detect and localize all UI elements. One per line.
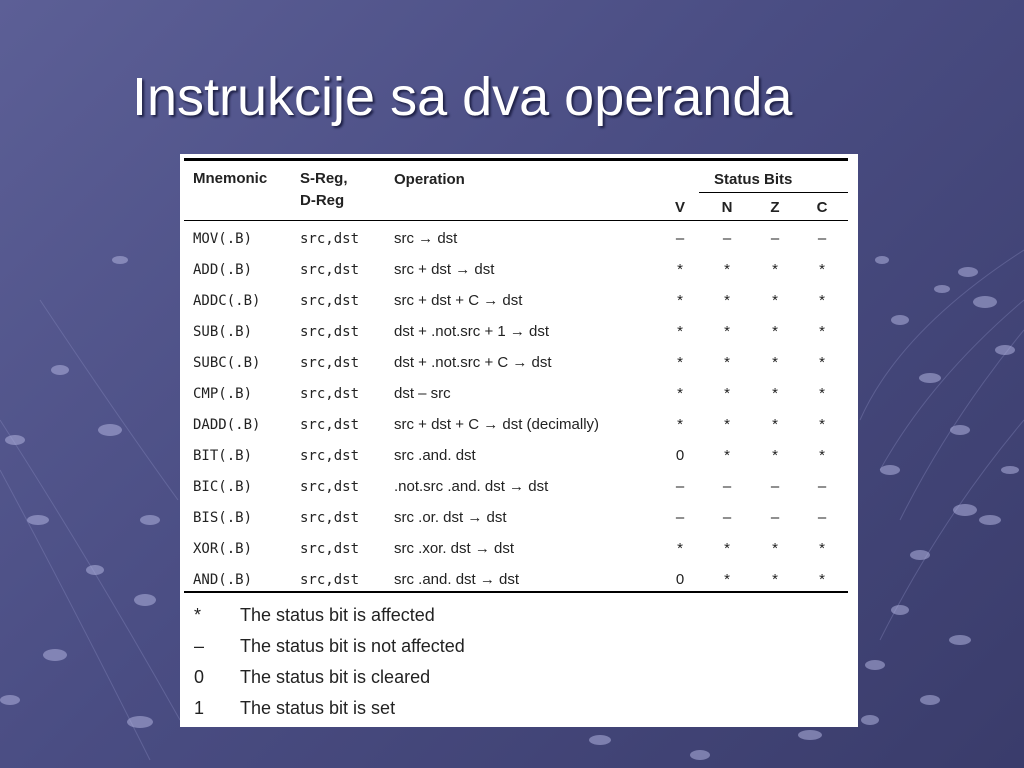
row-flag-v: * (677, 354, 683, 371)
header-flag-v: V (674, 199, 685, 216)
row-flag-n: * (724, 540, 730, 557)
row-regs: src,dst (300, 355, 360, 371)
row-mnemonic: XOR(.B) (193, 541, 253, 557)
legend-text: The status bit is not affected (240, 636, 465, 656)
header-mnemonic: Mnemonic (193, 170, 268, 187)
row-flag-n: – (722, 230, 732, 247)
row-mnemonic: MOV(.B) (193, 231, 253, 247)
row-flag-c: * (819, 354, 825, 371)
row-operation: src + dst + C → dst (decimally) (394, 416, 600, 433)
row-regs: src,dst (300, 386, 360, 402)
row-operation: src .xor. dst → dst (394, 540, 515, 557)
row-operation: dst + .not.src + C → dst (394, 354, 552, 371)
row-flag-n: * (724, 323, 730, 340)
row-flag-z: * (772, 571, 778, 588)
row-operation: src .and. dst (394, 447, 476, 464)
row-flag-c: – (817, 509, 827, 526)
legend-item (180, 662, 858, 693)
row-flag-v: * (677, 385, 683, 402)
row-mnemonic: ADD(.B) (193, 262, 253, 278)
row-flag-z: * (772, 385, 778, 402)
table-row (180, 349, 858, 380)
row-operation: .not.src .and. dst → dst (394, 478, 549, 495)
row-regs: src,dst (300, 541, 360, 557)
row-flag-v: – (675, 230, 685, 247)
row-flag-n: * (724, 385, 730, 402)
row-mnemonic: ADDC(.B) (193, 293, 261, 309)
row-regs: src,dst (300, 448, 360, 464)
header-status-bits: Status Bits (714, 171, 793, 188)
row-flag-n: * (724, 447, 730, 464)
row-flag-n: * (724, 292, 730, 309)
table-row (180, 287, 858, 318)
table-top-rule (184, 158, 848, 161)
row-mnemonic: BIC(.B) (193, 479, 253, 495)
row-operation: src + dst → dst (394, 261, 495, 278)
header-flag-z: Z (770, 199, 780, 216)
row-operation: src .or. dst → dst (394, 509, 507, 526)
row-flag-c: * (819, 416, 825, 433)
row-regs: src,dst (300, 324, 360, 340)
row-flag-z: * (772, 292, 778, 309)
row-regs: src,dst (300, 262, 360, 278)
row-flag-z: – (770, 230, 780, 247)
legend-symbol: * (194, 605, 202, 625)
row-regs: src,dst (300, 417, 360, 433)
row-mnemonic: BIT(.B) (193, 448, 253, 464)
row-flag-z: * (772, 416, 778, 433)
legend-symbol: 0 (194, 667, 205, 687)
legend-text: The status bit is affected (240, 605, 435, 625)
row-flag-c: * (819, 447, 825, 464)
row-flag-v: – (675, 478, 685, 495)
row-regs: src,dst (300, 479, 360, 495)
row-regs: src,dst (300, 572, 360, 588)
header-sreg: S-Reg, (300, 170, 348, 187)
legend-symbol: 1 (194, 698, 205, 718)
table-row (180, 442, 858, 473)
row-flag-v: * (677, 323, 683, 340)
row-flag-z: – (770, 509, 780, 526)
row-flag-v: 0 (675, 571, 685, 588)
row-mnemonic: CMP(.B) (193, 386, 253, 402)
header-rule (184, 220, 848, 221)
row-flag-v: * (677, 540, 683, 557)
header-operation: Operation (394, 171, 465, 188)
row-flag-n: – (722, 478, 732, 495)
row-operation: src → dst (394, 230, 458, 247)
row-flag-c: * (819, 385, 825, 402)
table-row (180, 504, 858, 535)
row-operation: src .and. dst → dst (394, 571, 520, 588)
instruction-table (180, 154, 858, 727)
row-mnemonic: SUB(.B) (193, 324, 253, 340)
row-regs: src,dst (300, 510, 360, 526)
row-flag-c: * (819, 292, 825, 309)
row-regs: src,dst (300, 231, 360, 247)
row-flag-z: * (772, 354, 778, 371)
table-bottom-rule (184, 591, 848, 593)
row-flag-z: * (772, 540, 778, 557)
row-flag-c: * (819, 540, 825, 557)
row-flag-n: * (724, 571, 730, 588)
row-mnemonic: BIS(.B) (193, 510, 253, 526)
table-row (180, 318, 858, 349)
header-flag-n: N (721, 199, 733, 216)
row-flag-v: 0 (675, 447, 685, 464)
row-flag-c: * (819, 261, 825, 278)
header-flag-c: C (816, 199, 828, 216)
table-row (180, 380, 858, 411)
row-flag-c: * (819, 571, 825, 588)
table-row (180, 473, 858, 504)
row-mnemonic: AND(.B) (193, 572, 253, 588)
row-operation: src + dst + C → dst (394, 292, 523, 309)
row-flag-z: * (772, 323, 778, 340)
row-flag-c: * (819, 323, 825, 340)
row-flag-v: – (675, 509, 685, 526)
row-operation: dst – src (394, 385, 451, 402)
row-mnemonic: DADD(.B) (193, 417, 261, 433)
table-row (180, 225, 858, 256)
row-flag-n: – (722, 509, 732, 526)
table-row (180, 535, 858, 566)
row-flag-z: – (770, 478, 780, 495)
row-flag-v: * (677, 261, 683, 278)
row-flag-n: * (724, 416, 730, 433)
table-row (180, 411, 858, 442)
legend-symbol: – (194, 636, 205, 656)
row-operation: dst + .not.src + 1 → dst (394, 323, 550, 340)
row-flag-n: * (724, 354, 730, 371)
legend-text: The status bit is cleared (240, 667, 431, 687)
row-flag-v: * (677, 292, 683, 309)
row-flag-c: – (817, 478, 827, 495)
legend-item (180, 600, 858, 631)
status-bits-rule (699, 192, 848, 193)
header-dreg: D-Reg (300, 192, 345, 209)
row-regs: src,dst (300, 293, 360, 309)
row-flag-c: – (817, 230, 827, 247)
row-flag-z: * (772, 447, 778, 464)
slide-title: Instrukcije sa dva operanda (132, 67, 793, 127)
table-row (180, 256, 858, 287)
table-body (180, 225, 858, 597)
legend (180, 600, 858, 724)
row-flag-v: * (677, 416, 683, 433)
row-mnemonic: SUBC(.B) (193, 355, 261, 371)
row-flag-z: * (772, 261, 778, 278)
legend-item (180, 693, 858, 724)
legend-text: The status bit is set (240, 698, 396, 718)
legend-item (180, 631, 858, 662)
row-flag-n: * (724, 261, 730, 278)
